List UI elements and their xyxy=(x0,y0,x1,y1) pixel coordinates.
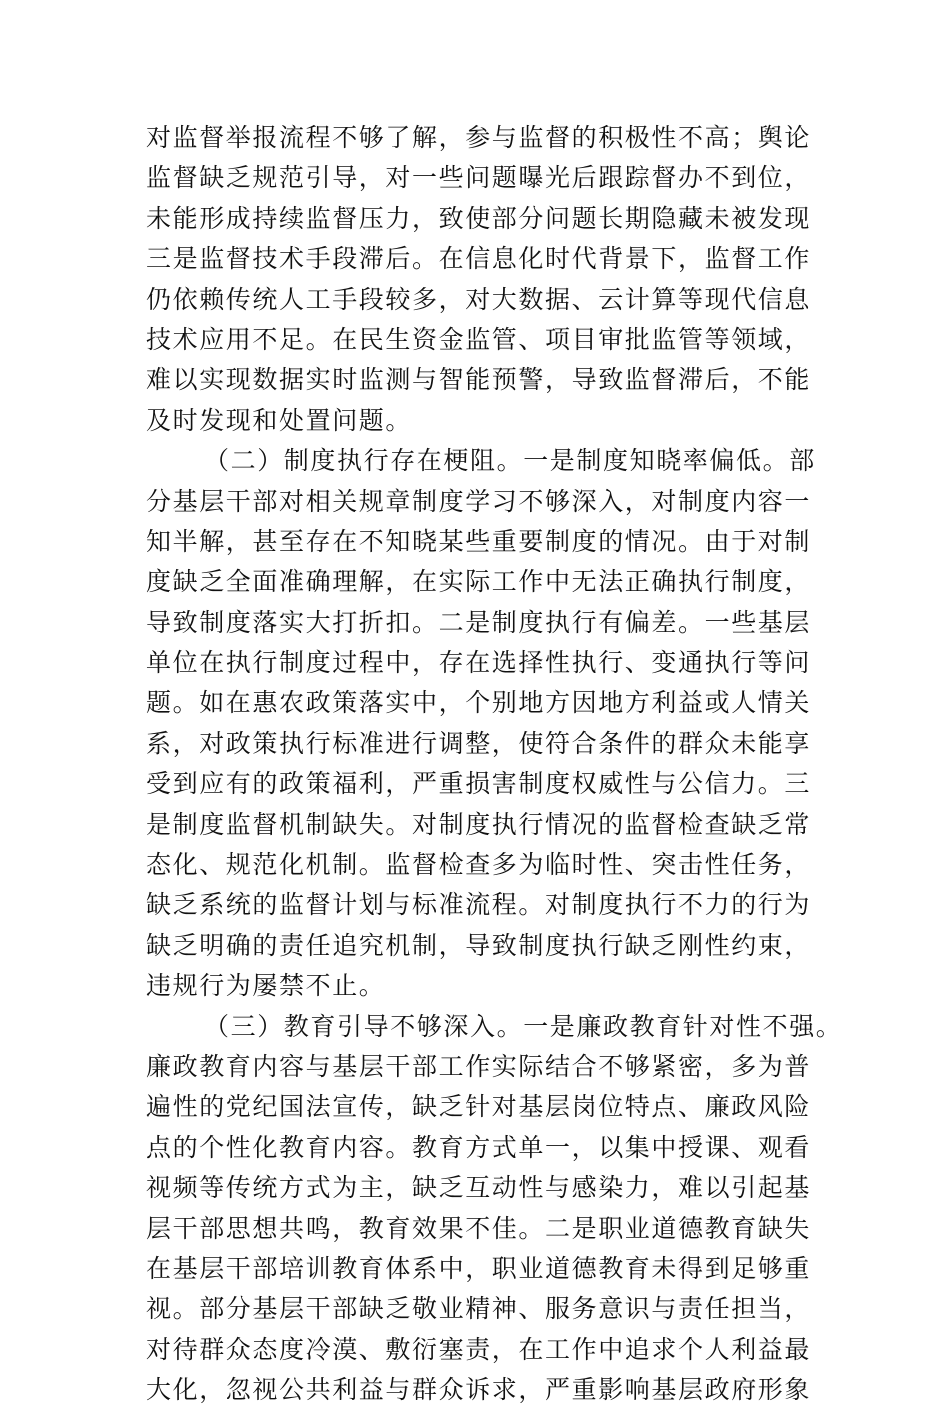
text-line: 大化，忽视公共利益与群众诉求，严重影响基层政府形象 xyxy=(146,1375,812,1405)
document-page xyxy=(146,118,843,1411)
text-line: 监督缺乏规范引导，对一些问题曝光后跟踪督办不到位， xyxy=(146,163,812,193)
text-line: 未能形成持续监督压力，致使部分问题长期隐藏未被发现 xyxy=(146,203,812,233)
text-line: 难以实现数据实时监测与智能预警，导致监督滞后，不能 xyxy=(146,365,812,395)
text-line: 违规行为屡禁不止。 xyxy=(146,971,386,1001)
text-line: 受到应有的政策福利，严重损害制度权威性与公信力。三 xyxy=(146,769,812,799)
text-line: 分基层干部对相关规章制度学习不够深入，对制度内容一 xyxy=(146,486,812,516)
text-line: 仍依赖传统人工手段较多，对大数据、云计算等现代信息 xyxy=(146,284,812,314)
text-line: 缺乏明确的责任追究机制，导致制度执行缺乏刚性约束， xyxy=(146,930,812,960)
text-line: 单位在执行制度过程中，存在选择性执行、变通执行等问 xyxy=(146,648,812,678)
text-line: 度缺乏全面准确理解，在实际工作中无法正确执行制度， xyxy=(146,567,812,597)
text-line: 导致制度落实大打折扣。二是制度执行有偏差。一些基层 xyxy=(146,607,812,637)
text-line: 题。如在惠农政策落实中，个别地方因地方利益或人情关 xyxy=(146,688,812,718)
text-line: 系，对政策执行标准进行调整，使符合条件的群众未能享 xyxy=(146,728,812,758)
text-line: 是制度监督机制缺失。对制度执行情况的监督检查缺乏常 xyxy=(146,809,812,839)
text-line: 三是监督技术手段滞后。在信息化时代背景下，监督工作 xyxy=(146,244,812,274)
text-line: 视频等传统方式为主，缺乏互动性与感染力，难以引起基 xyxy=(146,1173,812,1203)
text-line: 态化、规范化机制。监督检查多为临时性、突击性任务， xyxy=(146,850,812,880)
paragraph-heading-line: （三）教育引导不够深入。一是廉政教育针对性不强。 xyxy=(204,1011,843,1041)
text-line: 对待群众态度冷漠、敷衍塞责，在工作中追求个人利益最 xyxy=(146,1334,812,1364)
text-line: 对监督举报流程不够了解，参与监督的积极性不高；舆论 xyxy=(146,123,812,152)
text-line: 在基层干部培训教育体系中，职业道德教育未得到足够重 xyxy=(146,1253,812,1283)
text-line: 遍性的党纪国法宣传，缺乏针对基层岗位特点、廉政风险 xyxy=(146,1092,812,1122)
text-line: 技术应用不足。在民生资金监管、项目审批监管等领域， xyxy=(146,324,812,354)
paragraph-heading-line: （二）制度执行存在梗阻。一是制度知晓率偏低。部 xyxy=(204,446,816,476)
text-line: 知半解，甚至存在不知晓某些重要制度的情况。由于对制 xyxy=(146,526,812,556)
text-line: 缺乏系统的监督计划与标准流程。对制度执行不力的行为 xyxy=(146,890,812,920)
text-line: 廉政教育内容与基层干部工作实际结合不够紧密，多为普 xyxy=(146,1051,812,1081)
text-line: 视。部分基层干部缺乏敬业精神、服务意识与责任担当， xyxy=(146,1294,812,1324)
text-line: 及时发现和处置问题。 xyxy=(146,405,413,435)
text-line: 层干部思想共鸣，教育效果不佳。二是职业道德教育缺失 xyxy=(146,1213,812,1243)
text-line: 点的个性化教育内容。教育方式单一，以集中授课、观看 xyxy=(146,1132,812,1162)
